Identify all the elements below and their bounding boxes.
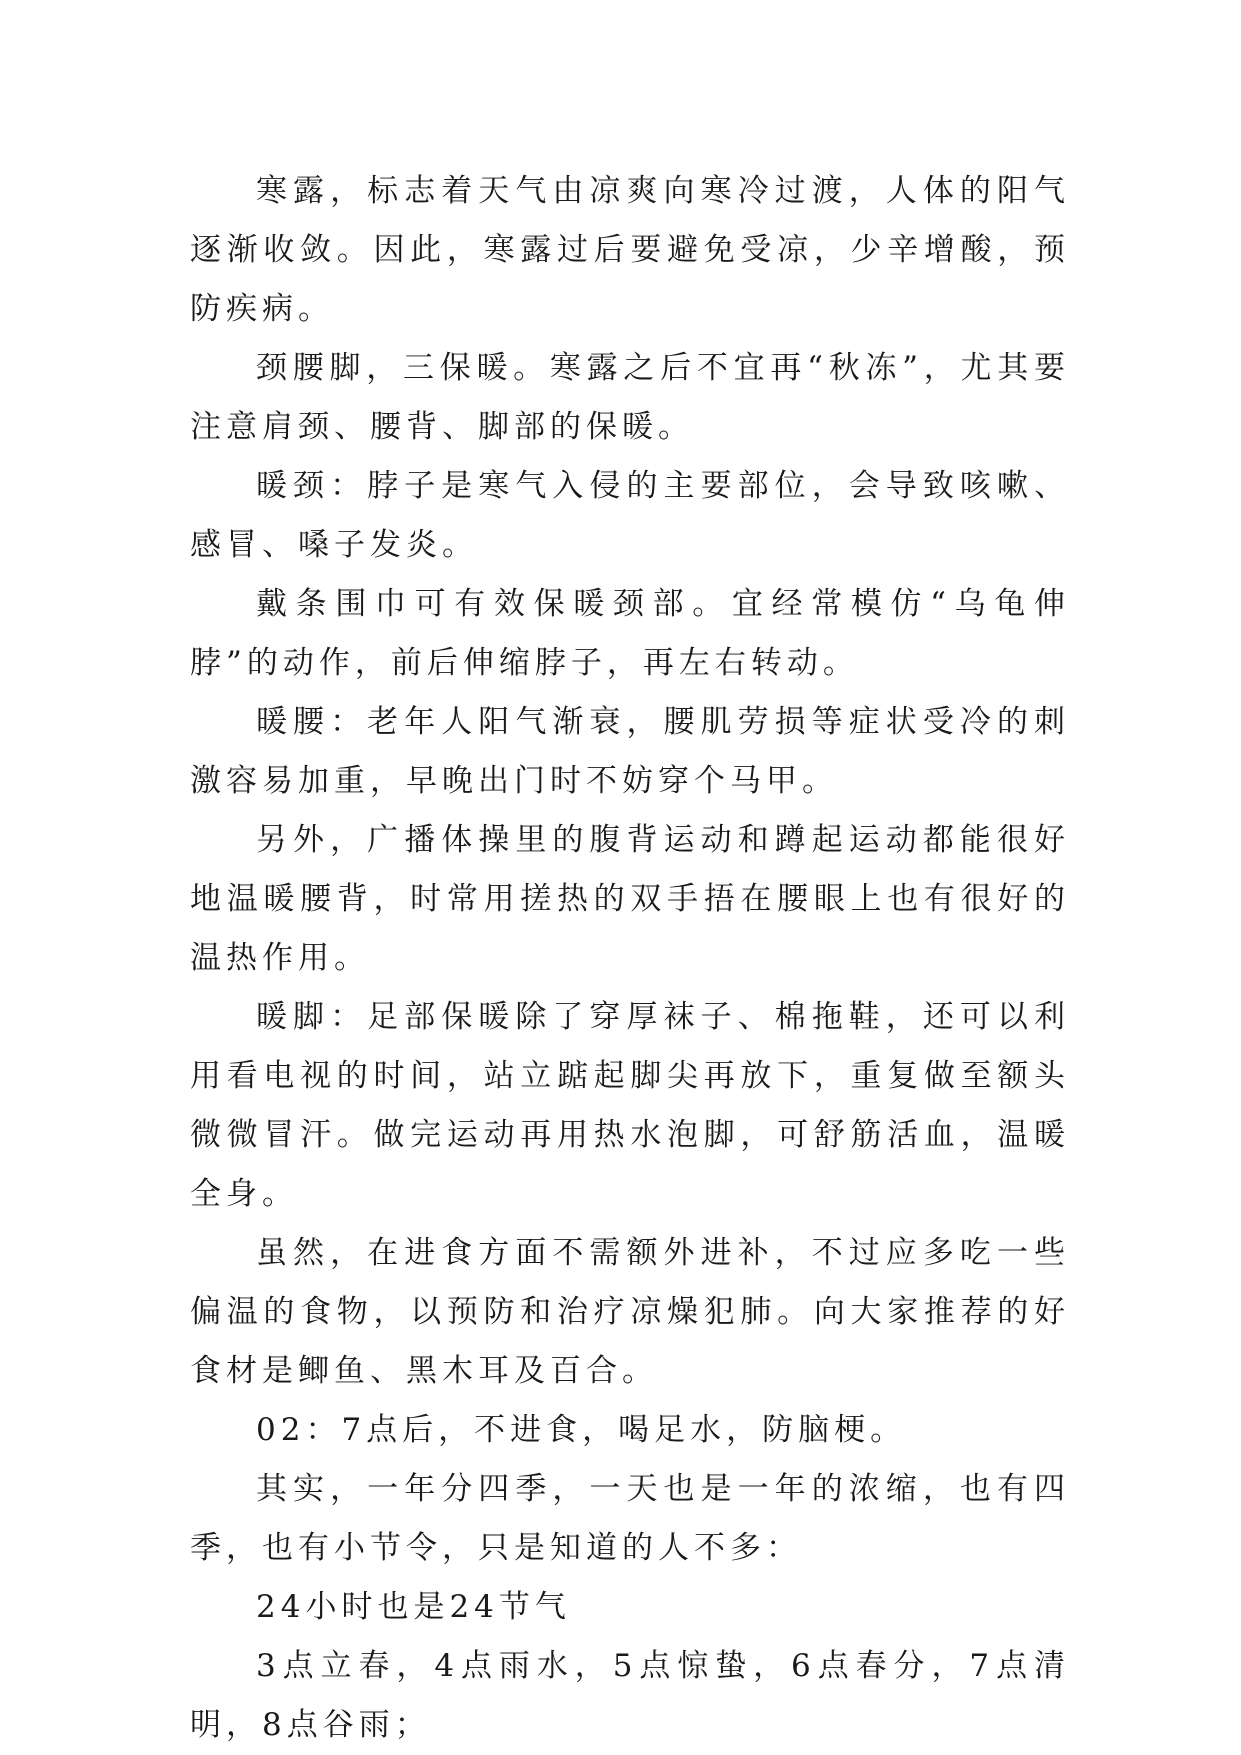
paragraph-hour-terms: 3点立春，4点雨水，5点惊蛰，6点春分，7点清明，8点谷雨； bbox=[190, 1648, 1070, 1743]
paragraph-section-02: 02：7点后，不进食，喝足水，防脑梗。 bbox=[256, 1412, 907, 1448]
paragraph-24-hours: 24小时也是24节气 bbox=[256, 1589, 571, 1625]
paragraph-warm-neck: 暖颈：脖子是寒气入侵的主要部位，会导致咳嗽、感冒、嗓子发炎。 bbox=[190, 468, 1070, 563]
paragraph-warm-feet: 暖脚：足部保暖除了穿厚袜子、棉拖鞋，还可以利用看电视的时间，站立踮起脚尖再放下，重复做至额头微微冒汗。做完运动再用热水泡脚，可舒筋活血，温暖全身。 bbox=[190, 999, 1070, 1212]
paragraph-warm-waist: 暖腰：老年人阳气渐衰，腰肌劳损等症状受冷的刺激容易加重，早晚出门时不妨穿个马甲。 bbox=[190, 704, 1070, 799]
paragraph-scarf-tip: 戴条围巾可有效保暖颈部。宜经常模仿“乌龟伸脖”的动作，前后伸缩脖子，再左右转动。 bbox=[190, 586, 1070, 681]
paragraph-diet-tip: 虽然，在进食方面不需额外进补，不过应多吃一些偏温的食物，以预防和治疗凉燥犯肺。向大家推荐的好食材是鲫鱼、黑木耳及百合。 bbox=[190, 1235, 1070, 1389]
paragraph-exercise-tip: 另外，广播体操里的腹背运动和蹲起运动都能很好地温暖腰背，时常用搓热的双手捂在腰眼上也有很好的温热作用。 bbox=[190, 822, 1070, 976]
paragraph-day-seasons: 其实，一年分四季，一天也是一年的浓缩，也有四季，也有小节令，只是知道的人不多： bbox=[190, 1471, 1070, 1566]
document-body bbox=[190, 162, 1070, 1755]
paragraph-three-warmths: 颈腰脚，三保暖。寒露之后不宜再“秋冻”，尤其要注意肩颈、腰背、脚部的保暖。 bbox=[190, 350, 1070, 445]
paragraph-hanlu-intro: 寒露，标志着天气由凉爽向寒冷过渡，人体的阳气逐渐收敛。因此，寒露过后要避免受凉，少辛增酸，预防疾病。 bbox=[190, 173, 1070, 327]
